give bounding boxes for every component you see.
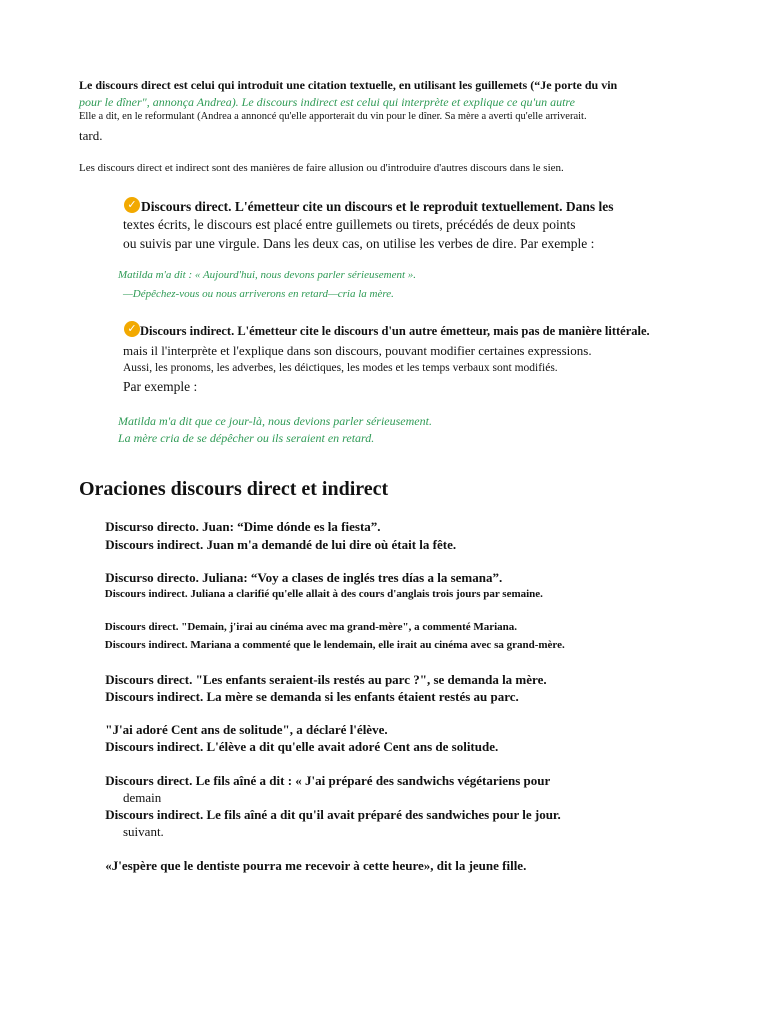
- indirect-example-2: La mère cria de se dépêcher ou ils seraient en retard.: [118, 431, 375, 445]
- direct-example-2: —Dépêchez-vous ou nous arriverons en retard—cria la mère.: [123, 288, 394, 300]
- sentence-8: Discours indirect. La mère se demanda si les enfants étaient restés au parc.: [105, 689, 519, 704]
- bullet-direct-line-2: textes écrits, le discours est placé entre guillemets ou tirets, précédés de deux points: [123, 217, 576, 232]
- sentence-2: Discours indirect. Juan m'a demandé de lui dire où était la fête.: [105, 537, 457, 552]
- sentence-11: Discours direct. Le fils aîné a dit : « J'ai préparé des sandwichs végétariens pour: [105, 773, 551, 788]
- sentence-4: Discours indirect. Juliana a clarifié qu'elle allait à des cours d'anglais trois jours par semaine.: [104, 588, 543, 600]
- sentence-13: «J'espère que le dentiste pourra me recevoir à cette heure», dit la jeune fille.: [105, 858, 527, 873]
- intro-line-1: Le discours direct est celui qui introduit une citation textuelle, en utilisant les guillemets (“Je porte du vin: [79, 78, 618, 92]
- sentence-6: Discours indirect. Mariana a commenté que le lendemain, elle irait au cinéma avec sa grand-mère.: [104, 639, 565, 651]
- section-heading: Oraciones discours direct et indirect: [79, 478, 389, 500]
- intro-line-2: pour le dîner", annonça Andrea). Le discours indirect est celui qui interprète et explique ce qu'un autre: [79, 95, 575, 109]
- sentence-1: Discurso directo. Juan: “Dime dónde es la fiesta”.: [105, 519, 381, 534]
- paragraph-2: Les discours direct et indirect sont des manières de faire allusion ou d'introduire d'autres discours dans le sien.: [79, 162, 564, 174]
- direct-example-1: Matilda m'a dit : « Aujourd'hui, nous devons parler sérieusement ».: [118, 269, 417, 281]
- bullet-direct-line-3: ou suivis par une virgule. Dans les deux cas, on utilise les verbes de dire. Par exemple :: [123, 236, 595, 251]
- bullet-indirect-line-4: Par exemple :: [123, 379, 198, 394]
- intro-line-3: Elle a dit, en le reformulant (Andrea a annoncé qu'elle apporterait du vin pour le dîner. Sa mère a averti qu'elle arriverait.: [79, 111, 587, 122]
- bullet-indirect-line-2: mais il l'interprète et l'explique dans son discours, pouvant modifier certaines expressions.: [123, 343, 592, 358]
- intro-line-4: tard.: [79, 128, 103, 143]
- checkmark-icon: ✓: [124, 321, 140, 337]
- sentence-3: Discurso directo. Juliana: “Voy a clases de inglés tres días a la semana”.: [105, 570, 503, 585]
- sentence-7: Discours direct. "Les enfants seraient-ils restés au parc ?", se demanda la mère.: [105, 672, 547, 687]
- sentence-12-continued: suivant.: [123, 824, 164, 839]
- sentence-10: Discours indirect. L'élève a dit qu'elle avait adoré Cent ans de solitude.: [105, 739, 499, 754]
- indirect-example-1: Matilda m'a dit que ce jour-là, nous devions parler sérieusement.: [118, 414, 432, 428]
- sentence-12: Discours indirect. Le fils aîné a dit qu'il avait préparé des sandwiches pour le jour.: [105, 807, 561, 822]
- bullet-indirect-heading: Discours indirect. L'émetteur cite le discours d'un autre émetteur, mais pas de manière littérale.: [140, 324, 650, 338]
- sentence-9: "J'ai adoré Cent ans de solitude", a déclaré l'élève.: [105, 722, 388, 737]
- checkmark-icon: ✓: [124, 197, 140, 213]
- bullet-direct-heading: Discours direct. L'émetteur cite un discours et le reproduit textuellement. Dans les: [141, 199, 614, 214]
- bullet-indirect-line-3: Aussi, les pronoms, les adverbes, les déictiques, les modes et les temps verbaux sont modifiés.: [123, 362, 558, 374]
- sentence-11-continued: demain: [123, 790, 162, 805]
- sentence-5: Discours direct. "Demain, j'irai au cinéma avec ma grand-mère", a commenté Mariana.: [104, 621, 518, 633]
